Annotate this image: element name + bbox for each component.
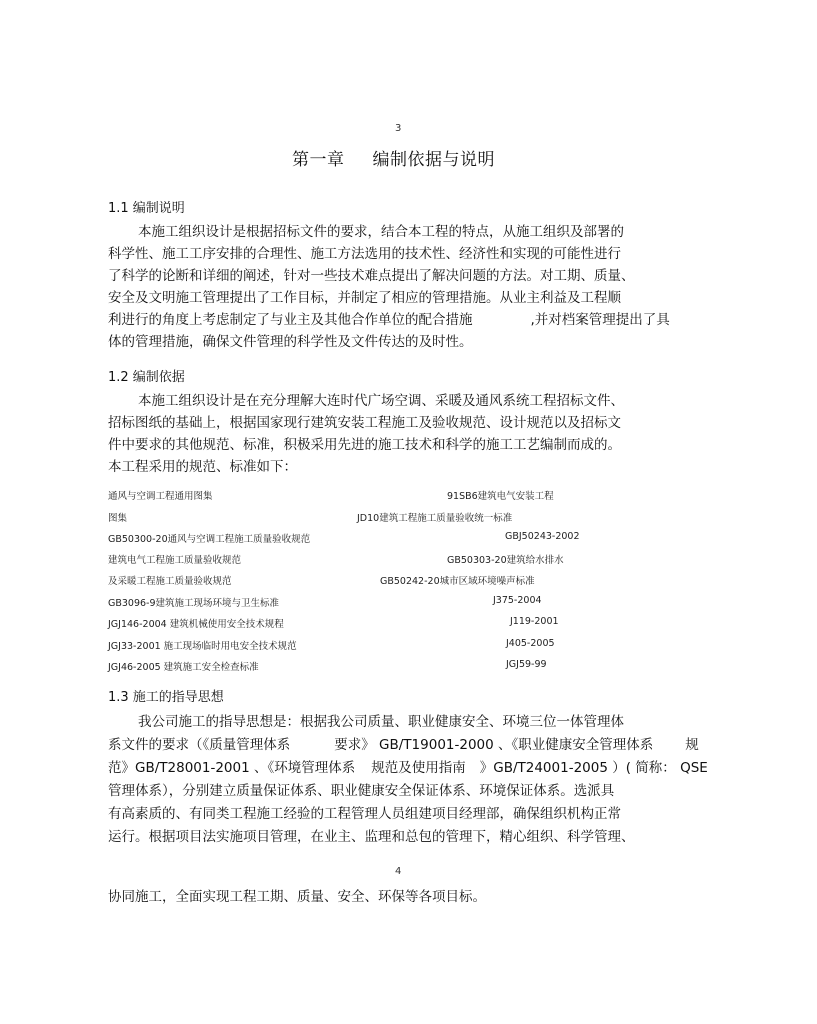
standard-left: JGJ33-2001 施工现场临时用电安全技术规范 — [108, 641, 297, 652]
section-heading-1-3: 1.3 施工的指导思想 — [108, 690, 224, 705]
paragraph-segment: 利进行的角度上考虑制定了与业主及其他合作单位的配合措施 — [108, 312, 473, 328]
standard-right: J119-2001 — [510, 616, 559, 627]
paragraph-line: 运行。根据项目法实施项目管理，在业主、监理和总包的管理下，精心组织、科学管理、 — [108, 829, 635, 845]
standard-left: 通风与空调工程通用图集 — [108, 491, 213, 502]
paragraph-line — [108, 734, 699, 756]
paragraph-segment: 规 — [685, 737, 699, 753]
standard-right: GB50242-20城市区域环境噪声标准 — [380, 576, 535, 587]
section-heading-1-1: 1.1 编制说明 — [108, 201, 185, 216]
paragraph-line: 协同施工，全面实现工程工期、质量、安全、环保等各项目标。 — [108, 889, 486, 905]
standard-right: GB50303-20建筑给水排水 — [447, 555, 564, 566]
page-number-top: 3 — [395, 123, 402, 134]
section-heading-1-2: 1.2 编制依据 — [108, 370, 185, 385]
paragraph-line: 体的管理措施，确保文件管理的科学性及文件传达的及时性。 — [108, 334, 473, 350]
paragraph-line: 件中要求的其他规范、标准，积极采用先进的施工技术和科学的施工工艺编制而成的。 — [108, 437, 621, 453]
paragraph-line: 科学性、施工工序安排的合理性、施工方法选用的技术性、经济性和实现的可能性进行 — [108, 246, 621, 262]
chapter-title — [292, 145, 495, 170]
standard-right: GBJ50243-2002 — [505, 531, 580, 542]
paragraph-line: 安全及文明施工管理提出了工作目标，并制定了相应的管理措施。从业主利益及工程顺 — [108, 290, 621, 306]
paragraph-line: 了科学的论断和详细的阐述，针对一些技术难点提出了解决问题的方法。对工期、质量、 — [108, 268, 635, 284]
paragraph-segment: 系文件的要求（《质量管理体系 — [108, 737, 291, 753]
paragraph-line — [108, 309, 670, 331]
paragraph-segment: ,并对档案管理提出了具 — [530, 312, 670, 328]
standard-right: JGJ59-99 — [506, 659, 547, 670]
paragraph-line: 招标图纸的基础上，根据国家现行建筑安装工程施工及验收规范、设计规范以及招标文 — [108, 415, 621, 431]
standard-left: 及采暖工程施工质量验收规范 — [108, 576, 232, 587]
standard-right: 91SB6建筑电气安装工程 — [447, 491, 554, 502]
paragraph-line: 本施工组织设计是根据招标文件的要求，结合本工程的特点，从施工组织及部署的 — [138, 224, 624, 240]
paragraph-line — [108, 757, 708, 779]
paragraph-segment: 规范及使用指南 — [371, 760, 466, 776]
standard-left: 图集 — [108, 513, 128, 524]
paragraph-line: 有高素质的、有同类工程施工经验的工程管理人员组建项目经理部，确保组织机构正常 — [108, 806, 621, 822]
standard-left: JGJ146-2004 建筑机械使用安全技术规程 — [108, 619, 284, 630]
paragraph-line: 本工程采用的规范、标准如下： — [108, 459, 297, 475]
standard-right: J405-2005 — [506, 638, 555, 649]
standard-left: GB50300-20通风与空调工程施工质量验收规范 — [108, 534, 311, 545]
page-number-bottom: 4 — [395, 866, 402, 877]
paragraph-line: 管理体系），分别建立质量保证体系、职业健康安全保证体系、环境保证体系。选派具 — [108, 783, 615, 799]
standard-left: 建筑电气工程施工质量验收规范 — [108, 555, 242, 566]
standard-right: J375-2004 — [493, 595, 542, 606]
standard-left: JGJ46-2005 建筑施工安全检查标准 — [108, 662, 259, 673]
paragraph-line: 本施工组织设计是在充分理解大连时代广场空调、采暖及通风系统工程招标文件、 — [138, 393, 624, 409]
chapter-number: 第一章 — [292, 150, 345, 170]
standard-left: GB3096-9建筑施工现场环境与卫生标准 — [108, 598, 280, 609]
chapter-name: 编制依据与说明 — [372, 150, 495, 170]
paragraph-line: 我公司施工的指导思想是：根据我公司质量、职业健康安全、环境三位一体管理体 — [138, 714, 624, 730]
paragraph-segment: 范》GB/T28001-2001 、《环境管理体系 — [108, 760, 356, 776]
standard-right: JD10建筑工程施工质量验收统一标准 — [357, 513, 513, 524]
paragraph-segment: 要求》 GB/T19001-2000 、《职业健康安全管理体系 — [334, 737, 654, 753]
paragraph-segment: 》GB/T24001-2005 ）( 简称： QSE — [479, 760, 708, 776]
